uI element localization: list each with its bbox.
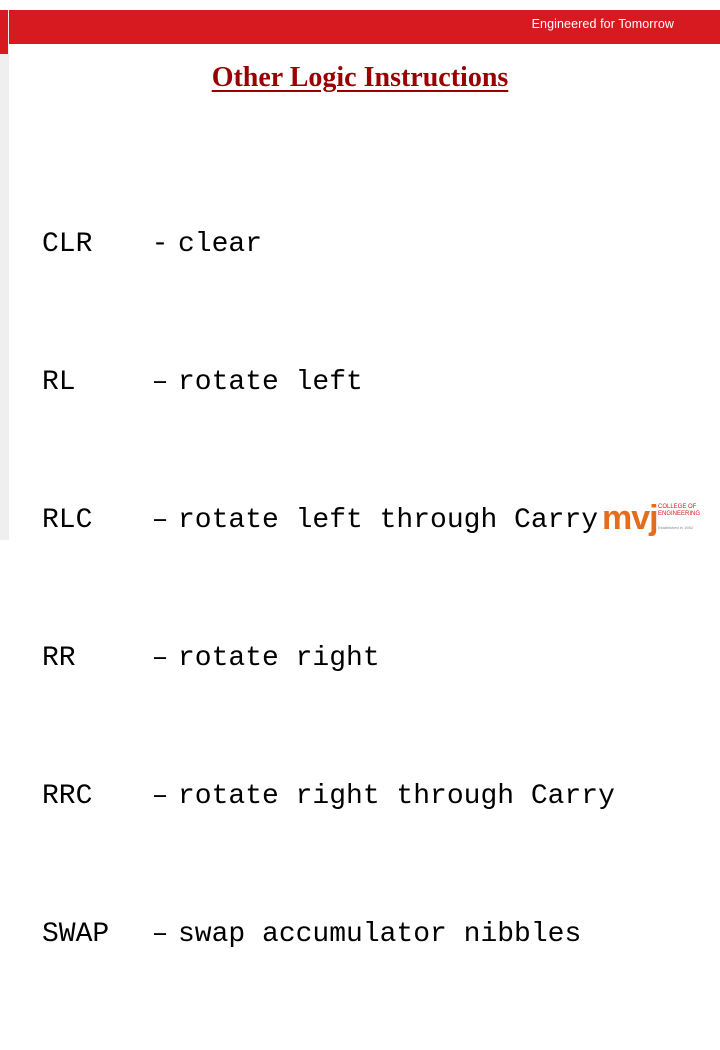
instruction-description: rotate left through Carry: [178, 505, 599, 536]
instruction-dash: –: [151, 505, 169, 536]
instruction-description: rotate left: [178, 367, 363, 398]
instruction-description: rotate right through Carry: [178, 781, 615, 812]
instruction-mnemonic: RLC: [42, 505, 93, 536]
instruction-description: swap accumulator nibbles: [178, 919, 582, 950]
top-band: [0, 0, 720, 10]
college-logo: [602, 500, 712, 536]
instruction-dash: -: [151, 229, 169, 260]
slide-title: Other Logic Instructions: [211, 62, 509, 93]
instruction-row: [42, 912, 615, 958]
instruction-description: rotate right: [178, 643, 380, 674]
instruction-row: [42, 360, 615, 406]
instruction-mnemonic: CLR: [42, 229, 93, 260]
instruction-row: [42, 222, 615, 268]
instruction-mnemonic: RL: [42, 367, 76, 398]
instruction-dash: –: [151, 367, 169, 398]
logo-subline: Established in 1982: [658, 525, 693, 530]
logo-line-2: ENGINEERING: [658, 511, 701, 517]
header-tagline: Engineered for Tomorrow: [531, 17, 674, 31]
logo-text: [658, 504, 712, 518]
instruction-list: [42, 130, 615, 1050]
instruction-row: [42, 498, 615, 544]
instruction-dash: –: [151, 643, 169, 674]
instruction-mnemonic: RR: [42, 643, 76, 674]
instruction-description: clear: [178, 229, 263, 260]
instruction-mnemonic: SWAP: [42, 919, 110, 950]
instruction-dash: –: [151, 781, 169, 812]
instruction-row: [42, 774, 615, 820]
header-left-tab: [0, 10, 8, 54]
logo-line-1: COLLEGE OF: [658, 504, 697, 510]
instruction-mnemonic: RRC: [42, 781, 93, 812]
header-notch: [14, 44, 70, 50]
logo-mark: mvj: [602, 499, 658, 537]
instruction-row: [42, 636, 615, 682]
instruction-dash: –: [151, 919, 169, 950]
